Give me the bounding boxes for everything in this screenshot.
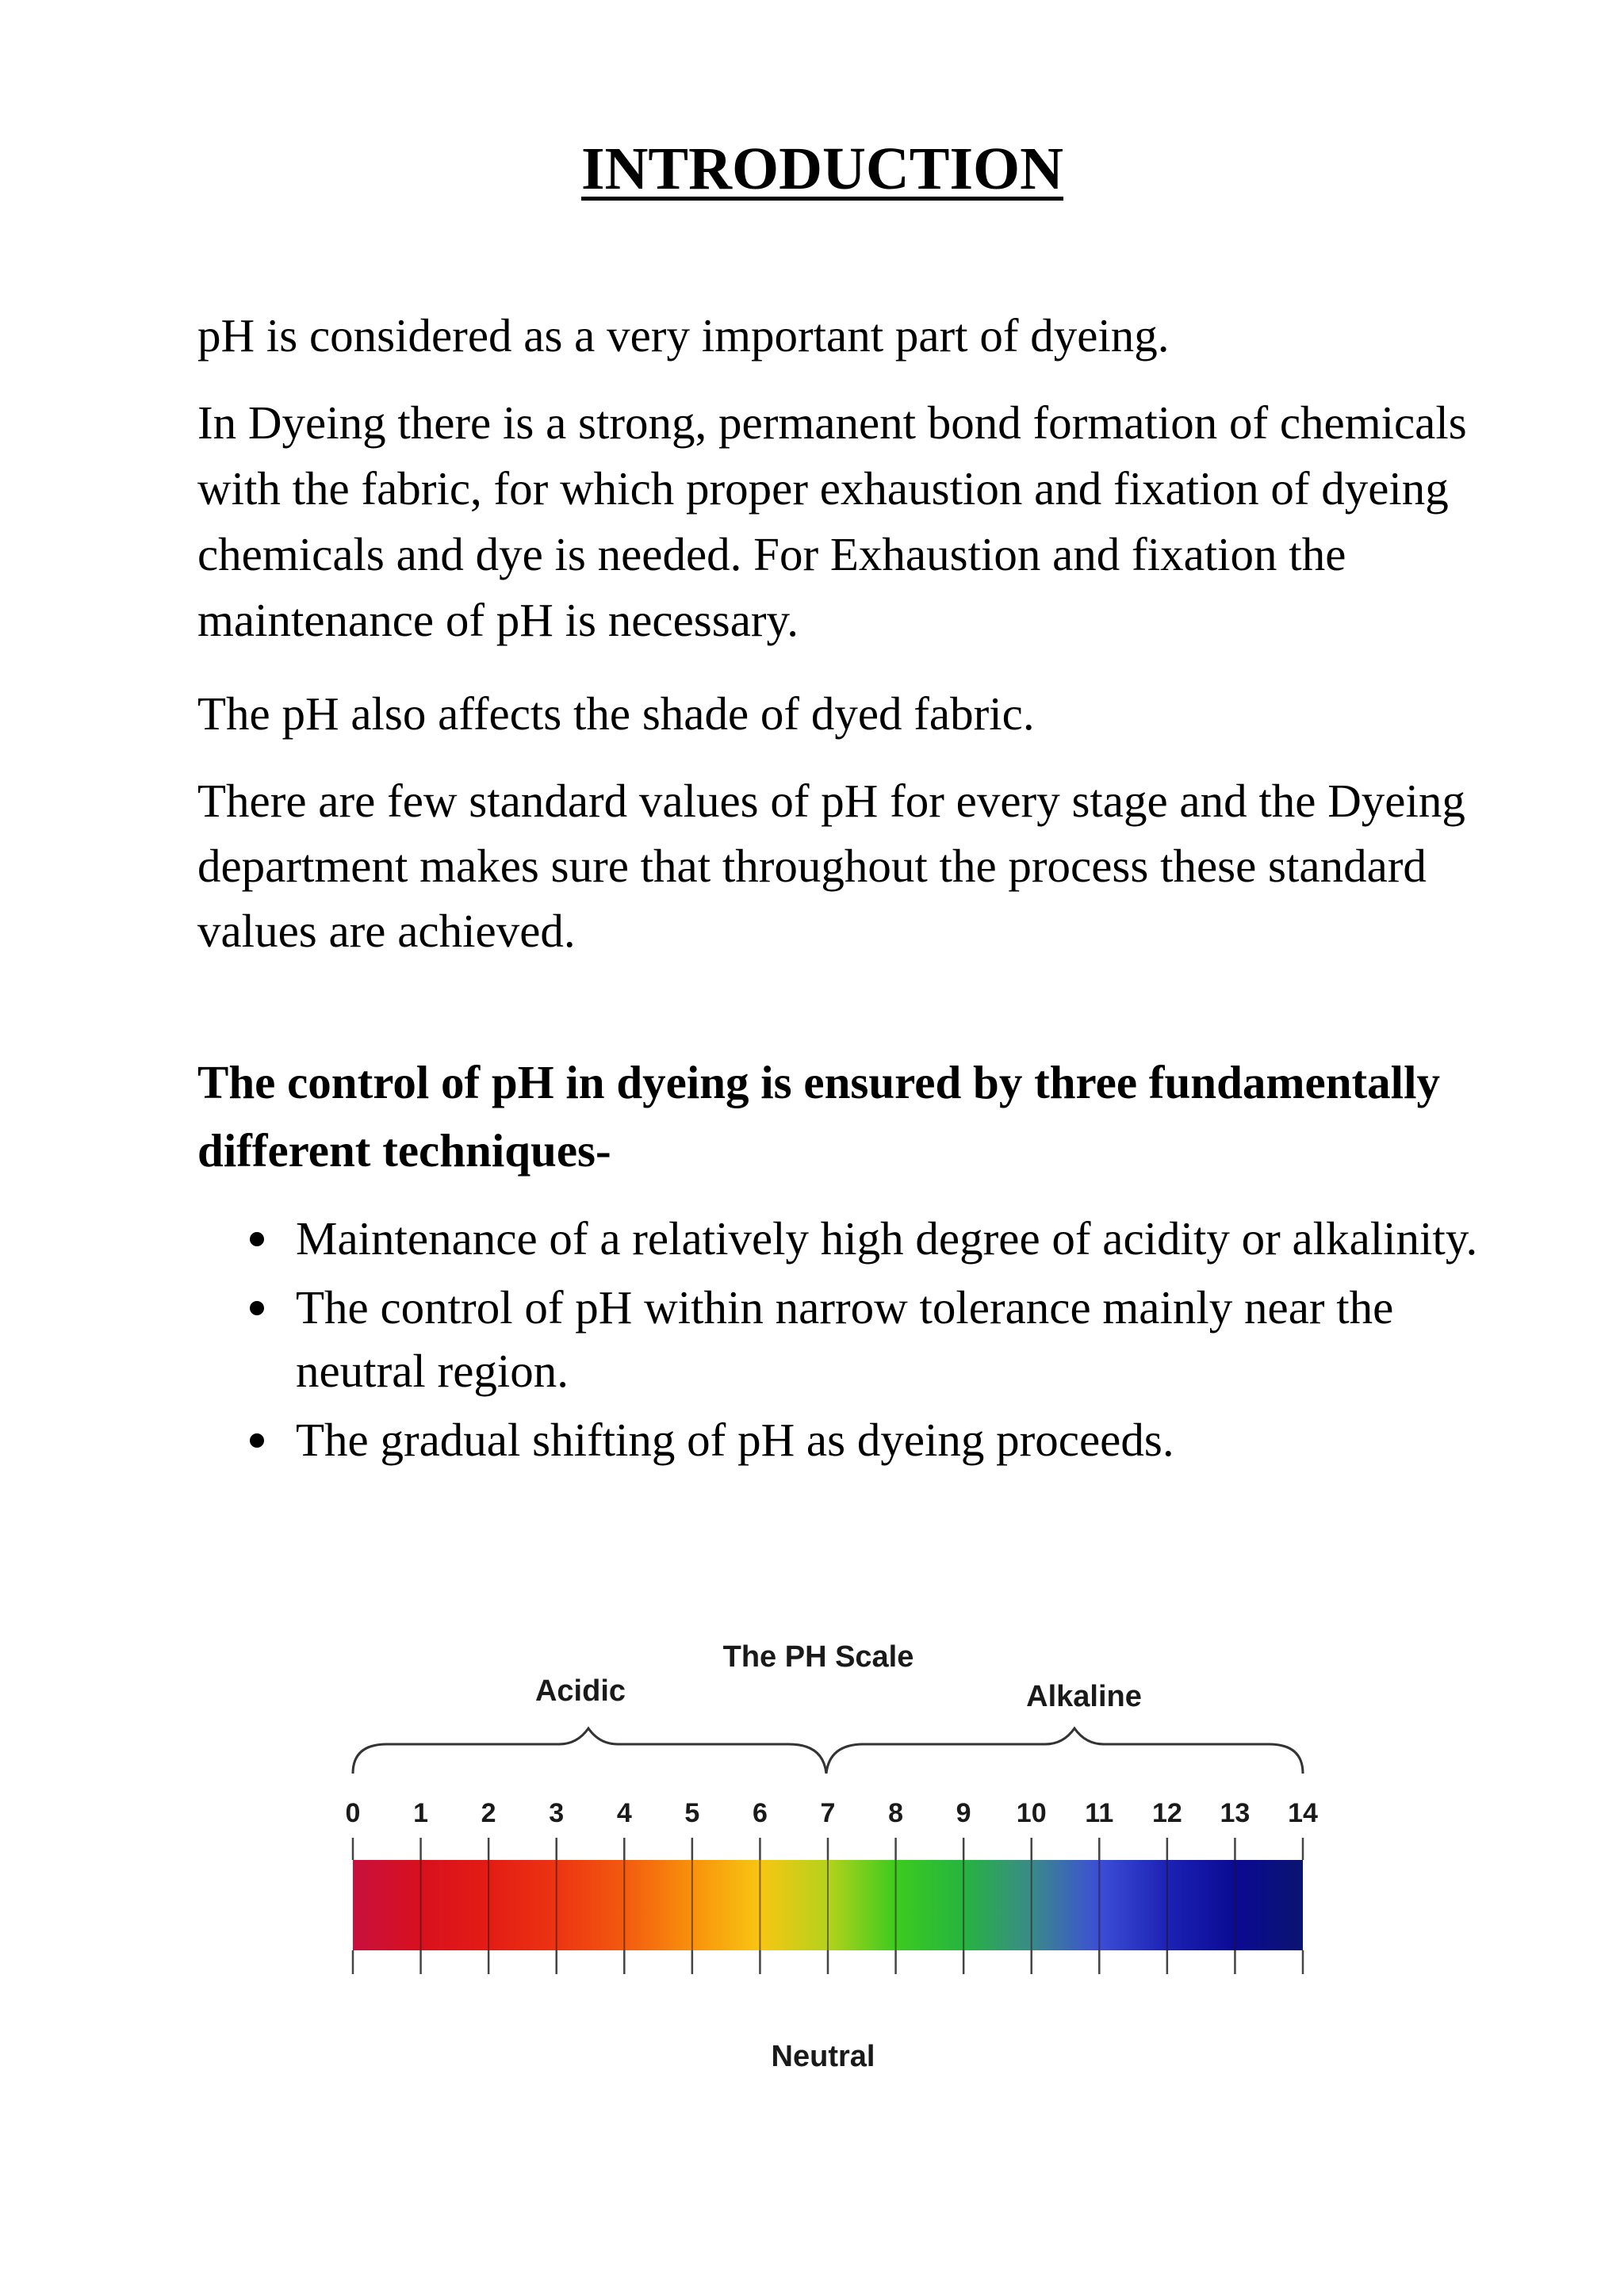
- tick-label: 12: [1151, 1798, 1182, 1828]
- alkaline-brace: [826, 1728, 1303, 1774]
- list-item: [197, 1276, 1498, 1402]
- tick-label: 6: [752, 1798, 768, 1828]
- bullet-icon: [250, 1301, 264, 1315]
- ph-scale-figure: [0, 1609, 1624, 2085]
- alkaline-label: Alkaline: [1026, 1680, 1142, 1713]
- tick-label: 5: [684, 1798, 700, 1828]
- paragraph: In Dyeing there is a strong, permanent bond formation of chemicals with the fabric, for which proper exhaustion and fixation of dyeing chemicals and dye is needed. For Exhaustion and fixation the maintenance of pH is necessary.: [197, 396, 1467, 646]
- tick-label: 11: [1085, 1798, 1114, 1828]
- list-item: [197, 1207, 1498, 1270]
- list-item: [197, 1408, 1498, 1471]
- section-heading: The control of pH in dyeing is ensured by three fundamentally different techniques-: [197, 1056, 1440, 1177]
- bullet-icon: [250, 1232, 264, 1246]
- paragraph: There are few standard values of pH for every stage and the Dyeing department makes sure that throughout the process these standard values are achieved.: [197, 775, 1465, 957]
- tick-label: 9: [956, 1798, 971, 1828]
- bottom-tick-marks: [353, 1950, 1303, 1974]
- acidic-brace: [353, 1728, 826, 1774]
- tick-label: 8: [888, 1798, 904, 1828]
- tick-label: 14: [1288, 1798, 1318, 1828]
- tick-label: 1: [413, 1798, 429, 1828]
- list-item-text: The gradual shifting of pH as dyeing proceeds.: [296, 1414, 1174, 1466]
- tick-label: 4: [616, 1798, 632, 1828]
- tick-label: 13: [1220, 1798, 1251, 1828]
- paragraph: pH is considered as a very important part of dyeing.: [197, 309, 1170, 362]
- list-item-text: Maintenance of a relatively high degree of acidity or alkalinity.: [296, 1212, 1478, 1265]
- acidic-label: Acidic: [534, 1674, 626, 1708]
- page-title: INTRODUCTION: [580, 136, 1064, 202]
- list-item-text: The control of pH within narrow tolerance mainly near the neutral region.: [296, 1281, 1394, 1397]
- paragraph: The pH also affects the shade of dyed fabric.: [197, 687, 1035, 740]
- tick-labels: [346, 1798, 1318, 1828]
- ph-scale-title: The PH Scale: [722, 1640, 914, 1674]
- tick-label: 2: [481, 1798, 496, 1828]
- tick-label: 3: [549, 1798, 565, 1828]
- bullet-icon: [250, 1433, 264, 1448]
- bullet-list: [197, 1207, 1498, 1477]
- top-tick-marks: [353, 1838, 1303, 1860]
- neutral-label: Neutral: [771, 2040, 875, 2073]
- tick-label: 7: [820, 1798, 836, 1828]
- tick-label: 10: [1016, 1798, 1047, 1828]
- tick-label: 0: [345, 1798, 361, 1828]
